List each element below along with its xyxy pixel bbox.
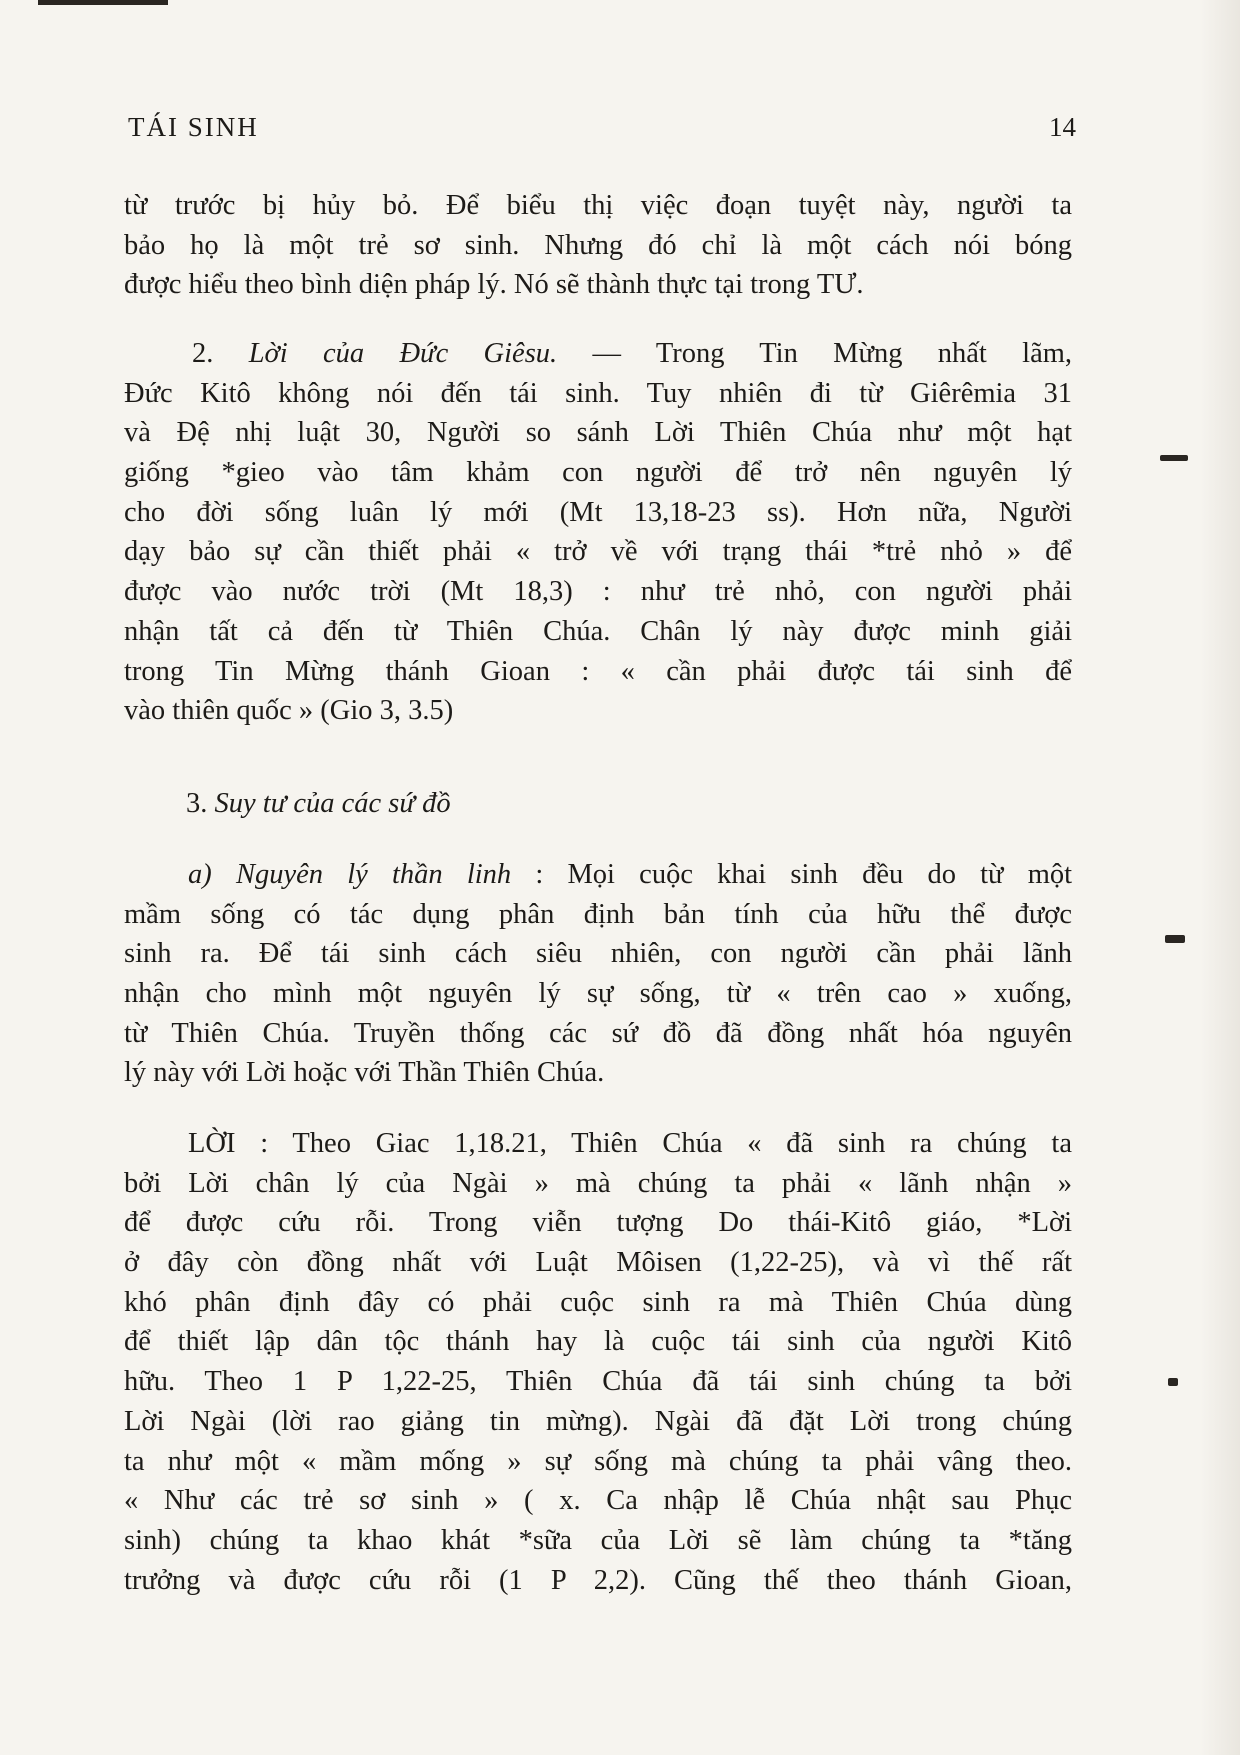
- text-line: Lời Ngài (lời rao giảng tin mừng). Ngài đã đặt Lời trong chúng: [124, 1405, 1072, 1437]
- page-header: [128, 112, 1080, 146]
- text-line: lý này với Lời hoặc với Thần Thiên Chúa.: [124, 1057, 605, 1089]
- text-line: từ Thiên Chúa. Truyền thống các sứ đồ đã đồng nhất hóa nguyên: [124, 1017, 1072, 1049]
- section-heading: Lời của Đức Giêsu.: [248, 338, 558, 369]
- text-line: được vào nước trời (Mt 18,3) : như trẻ nhỏ, con người phải: [124, 576, 1072, 608]
- text-line: để thiết lập dân tộc thánh hay là cuộc tái sinh của người Kitô: [124, 1326, 1072, 1358]
- text-line: ở đây còn đồng nhất với Luật Môisen (1,22-25), và vì thế rất: [124, 1247, 1072, 1279]
- section-2-first-line: [124, 334, 1072, 374]
- subsection-a-first-line: [124, 855, 1072, 895]
- text-run: : Mọi cuộc khai sinh đều do từ một: [535, 859, 1073, 890]
- text-line: hữu. Theo 1 P 1,22-25, Thiên Chúa đã tái sinh chúng ta bởi: [124, 1366, 1072, 1398]
- subsection-heading: Nguyên lý thần linh: [235, 859, 512, 890]
- page-edge-shadow: [1200, 0, 1240, 1755]
- ink-speck: [1168, 1378, 1178, 1386]
- text-line: LỜI : Theo Giac 1,18.21, Thiên Chúa « đã sinh ra chúng ta: [188, 1128, 1072, 1159]
- text-line: dạy bảo sự cần thiết phải « trở về với trạng thái *trẻ nhỏ » để: [124, 536, 1072, 568]
- page-number: 14: [1049, 112, 1076, 142]
- text-line: Đức Kitô không nói đến tái sinh. Tuy nhiên đi từ Giêrêmia 31: [124, 377, 1072, 409]
- text-line: bởi Lời chân lý của Ngài » mà chúng ta phải « lãnh nhận »: [124, 1167, 1072, 1199]
- text-line: để được cứu rỗi. Trong viễn tượng Do thái-Kitô giáo, *Lời: [124, 1207, 1072, 1239]
- text-line: sinh ra. Để tái sinh cách siêu nhiên, con người cần phải lãnh: [124, 938, 1072, 970]
- text-line: trong Tin Mừng thánh Gioan : « cần phải được tái sinh để: [124, 655, 1072, 687]
- text-line: từ trước bị hủy bỏ. Để biểu thị việc đoạn tuyệt này, người ta: [124, 190, 1072, 221]
- text-line: bảo họ là một trẻ sơ sinh. Nhưng đó chỉ là một cách nói bóng: [124, 229, 1072, 261]
- ink-speck: [1165, 935, 1185, 943]
- text-line: sinh) chúng ta khao khát *sữa của Lời sẽ làm chúng ta *tăng: [124, 1524, 1072, 1556]
- paragraph-continuation: [124, 186, 1072, 305]
- text-line: nhận tất cả đến từ Thiên Chúa. Chân lý này được minh giải: [124, 615, 1072, 647]
- loi-paragraph: [124, 1124, 1072, 1600]
- section-number: 2.: [192, 338, 214, 369]
- subsection-label: a): [188, 859, 212, 890]
- subsection-a-paragraph: [124, 855, 1072, 1093]
- text-line: « Như các trẻ sơ sinh » ( x. Ca nhập lễ Chúa nhật sau Phục: [124, 1485, 1072, 1517]
- top-rule: [38, 0, 168, 5]
- text-line: giống *gieo vào tâm khảm con người để trở nên nguyên lý: [124, 457, 1072, 489]
- text-line: trưởng và được cứu rỗi (1 P 2,2). Cũng thế theo thánh Gioan,: [124, 1564, 1072, 1596]
- ink-speck: [1160, 455, 1188, 461]
- section-3-heading-line: [186, 784, 886, 824]
- text-line: cho đời sống luân lý mới (Mt 13,18-23 ss). Hơn nữa, Người: [124, 496, 1072, 528]
- running-title: TÁI SINH: [128, 112, 259, 142]
- text-line: mầm sống có tác dụng phân định bản tính của hữu thể được: [124, 898, 1072, 930]
- text-line: và Đệ nhị luật 30, Người so sánh Lời Thiên Chúa như một hạt: [124, 417, 1072, 449]
- section-2-paragraph: [124, 334, 1072, 731]
- text-run: — Trong Tin Mừng nhất lãm,: [592, 338, 1073, 369]
- text-line: vào thiên quốc » (Gio 3, 3.5): [124, 695, 454, 727]
- text-line: nhận cho mình một nguyên lý sự sống, từ « trên cao » xuống,: [124, 978, 1072, 1010]
- section-number: 3.: [186, 788, 208, 819]
- text-line: được hiểu theo bình diện pháp lý. Nó sẽ thành thực tại trong TƯ.: [124, 269, 864, 301]
- text-line: ta như một « mầm mống » sự sống mà chúng ta phải vâng theo.: [124, 1445, 1072, 1477]
- section-heading: Suy tư của các sứ đồ: [214, 788, 451, 819]
- text-line: khó phân định đây có phải cuộc sinh ra mà Thiên Chúa dùng: [124, 1286, 1072, 1318]
- section-3-heading: [186, 784, 886, 824]
